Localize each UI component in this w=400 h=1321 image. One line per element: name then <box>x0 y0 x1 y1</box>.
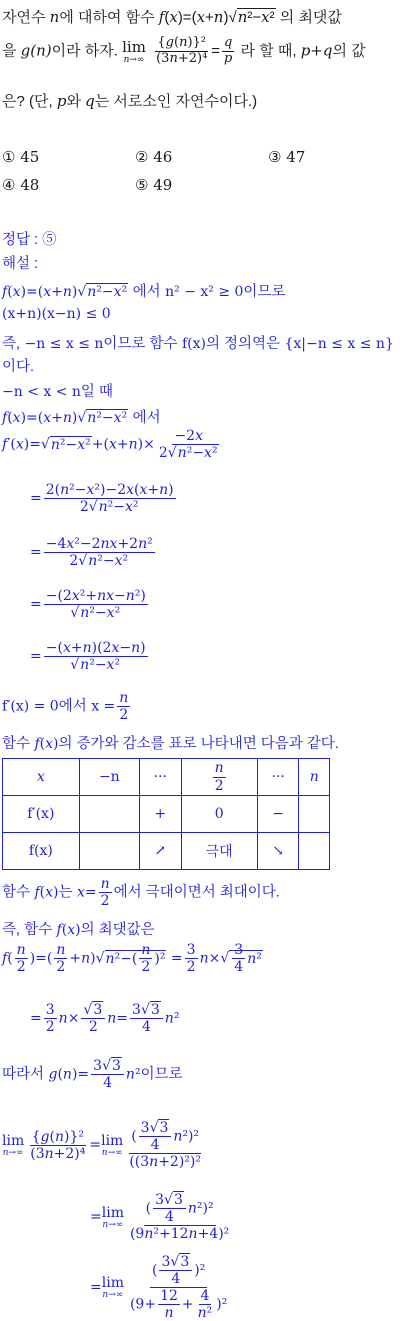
table-cell: $\frac{n}{2}$ <box>181 759 257 796</box>
table-cell: f′(x) <box>3 796 80 833</box>
limit-line-1: lim n→∞ $\frac{\text{\{g(n)\}²}}{\text{(3n+2)⁴}}$ = lim n→∞ ( $\frac{3√3}{4}$ n²)² ((3n+2)²)² <box>2 1120 201 1171</box>
table-cell: x <box>3 759 80 796</box>
table-cell: − <box>257 796 299 833</box>
choice-5[interactable]: ⑤ 49 <box>135 176 173 194</box>
derivative-line-2: = $\frac{\text{2(n²−x²)−2x(x+n)}}{\text{2√n²−x²}}$ <box>30 482 174 516</box>
derivative-line-3: = $\frac{\text{−4x²−2nx+2n²}}{\text{2√n²−x²}}$ <box>30 536 153 570</box>
max-value-line-2: = $\frac{3}{2}$ n× $\frac{√3}{2}$ n= $\frac{3√3}{4}$ n² <box>30 1002 180 1036</box>
table-row <box>3 796 330 833</box>
table-cell: 극대 <box>181 833 257 870</box>
answer-label: 정답 : ⑤ <box>2 232 57 248</box>
table-row <box>3 759 330 796</box>
question-line-3: 은? (단, p와 q는 서로소인 자연수이다.) <box>2 92 258 110</box>
choice-4[interactable]: ④ 48 <box>2 176 40 194</box>
limit-line-2: = lim n→∞ ( $\frac{3√3}{4}$ n²)² (9n²+12n+4)² <box>90 1192 230 1243</box>
choice-2[interactable]: ② 46 <box>135 148 173 166</box>
table-cell <box>299 796 330 833</box>
derivative-line-4: = $\frac{\text{−(2x²+nx−n²)}}{\text{√n²−x²}}$ <box>30 588 146 622</box>
table-cell: + <box>139 796 181 833</box>
table-row <box>3 833 330 870</box>
critical-point-line: f′(x) = 0에서 x = $\frac{n}{2}$ <box>2 690 129 724</box>
table-cell <box>79 833 139 870</box>
table-cell: f(x) <box>3 833 80 870</box>
derivative-line-1: f′(x)=√n²−x²+(x+n)× $\frac{-2x}{\text{2√n²−x²}}$ <box>2 428 218 462</box>
max-value-line-1: f( $\frac{n}{2}$ )=( $\frac{n}{2}$ +n)√n²−( $\frac{n}{2}$ )² = $\frac{3}{2}$ n×√ $\frac{3}{4}$ n² <box>2 942 262 976</box>
table-cell <box>79 796 139 833</box>
g-definition: 따라서 g(n)= $\frac{3√3}{4}$ n²이므로 <box>2 1058 183 1092</box>
solution-line-2: (x+n)(x−n) ≤ 0 <box>2 306 111 322</box>
derivative-line-5: = $\frac{-(x+n)(2x-n)}{\text{√n²−x²}}$ <box>30 640 146 674</box>
table-cell: −n <box>79 759 139 796</box>
table-cell <box>299 833 330 870</box>
table-cell: n <box>299 759 330 796</box>
choice-1[interactable]: ① 45 <box>2 148 40 166</box>
question-line-2: 을 g(n)이라 하자. lim n→∞ $\frac{\text{\{g(n)\}²}}{\text{(3n+2)⁴}}$ = $\frac{q}{p}$ 라 할 때, p+q의 값 <box>2 35 366 66</box>
limit-line-3: = lim n→∞ ( $\frac{3√3}{4}$ )² (9+ $\frac{12}{n}$ + $\frac{4}{\text{n²}}$ )² <box>90 1254 228 1321</box>
solution-line-6: f(x)=(x+n)√n²−x² 에서 <box>2 410 161 426</box>
max-value-intro: 즉, 함수 f(x)의 최댓값은 <box>2 922 155 938</box>
table-cell: ↗ <box>139 833 181 870</box>
table-cell: ··· <box>139 759 181 796</box>
increase-decrease-table <box>2 758 330 870</box>
table-cell: 0 <box>181 796 257 833</box>
choice-3[interactable]: ③ 47 <box>268 148 306 166</box>
max-statement: 함수 f(x)는 x= $\frac{n}{2}$ 에서 극대이면서 최대이다. <box>2 876 280 910</box>
table-intro: 함수 f(x)의 증가와 감소를 표로 나타내면 다음과 같다. <box>2 736 339 752</box>
table-cell: ↘ <box>257 833 299 870</box>
solution-line-5: −n < x < n일 때 <box>2 384 113 400</box>
solution-line-3: 즉, −n ≤ x ≤ n이므로 함수 f(x)의 정의역은 {x|−n ≤ x ≤ n} <box>2 336 394 352</box>
explanation-label: 해설 : <box>2 256 39 272</box>
table-cell: ··· <box>257 759 299 796</box>
question-line-1: 자연수 n에 대하여 함수 f(x)=(x+n)√n²−x² 의 최댓값 <box>2 8 342 26</box>
solution-line-1: f(x)=(x+n)√n²−x² 에서 n² − x² ≥ 0이므로 <box>2 284 286 300</box>
solution-line-4: 이다. <box>2 359 35 375</box>
